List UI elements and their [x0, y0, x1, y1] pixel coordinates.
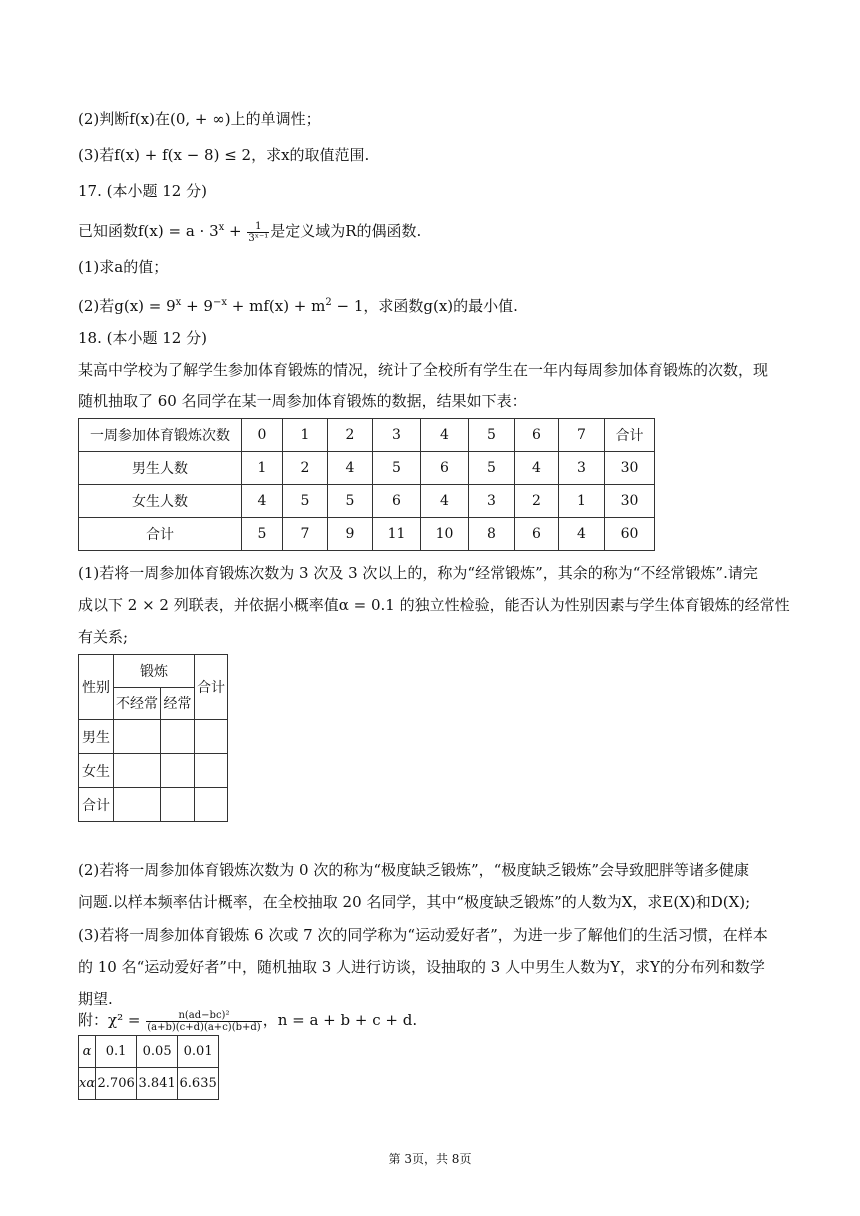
- freq-cell: 6: [515, 518, 559, 551]
- freq-cell: 5: [283, 485, 328, 518]
- freq-cell: 60: [605, 518, 655, 551]
- freq-cell: 5: [373, 452, 421, 485]
- stmt-part-b: +: [224, 222, 247, 240]
- q2-part-d: − 1，求函数g(x)的最小值.: [331, 297, 518, 315]
- critical-cell: 0.1: [96, 1036, 137, 1068]
- ct-cell: [114, 720, 161, 754]
- freq-cell: 4: [421, 485, 469, 518]
- freq-cell: 10: [421, 518, 469, 551]
- freq-cell: 4: [328, 452, 373, 485]
- freq-table-row: [79, 518, 655, 551]
- problem-17-statement: [78, 218, 421, 244]
- formula-num: n(ad−bc)²: [146, 1010, 261, 1022]
- critical-cell: 3.841: [137, 1068, 178, 1100]
- q2-sup-3: 2: [325, 297, 332, 308]
- freq-cell: 4: [559, 518, 605, 551]
- freq-table-row: [79, 452, 655, 485]
- ct-header-regular: 经常: [161, 687, 195, 720]
- line-3-range: (3)若f(x) + f(x − 8) ≤ 2，求x的取值范围.: [78, 146, 370, 164]
- critical-value-table: [78, 1035, 219, 1100]
- freq-cell: 2: [515, 485, 559, 518]
- freq-cell: 6: [515, 419, 559, 452]
- freq-table-row: [79, 419, 655, 452]
- problem-18-q3-line-2: 的 10 名“运动爱好者”中，随机抽取 3 人进行访谈，设抽取的 3 人中男生人数为Y，求Y的分布列和数学: [78, 958, 765, 976]
- problem-18-q1-line-2: 成以下 2 × 2 列联表，并依据小概率值α = 0.1 的独立性检验，能否认为性别因素与学生体育锻炼的经常性: [78, 596, 790, 614]
- ct-row-male: 男生: [79, 720, 114, 754]
- contingency-table: [78, 654, 228, 822]
- freq-cell: 5: [469, 452, 515, 485]
- freq-cell: 5: [469, 419, 515, 452]
- freq-cell: 9: [328, 518, 373, 551]
- ct-header-gender: 性别: [79, 655, 114, 720]
- ct-cell: [161, 720, 195, 754]
- freq-row-label: 女生人数: [79, 485, 242, 518]
- freq-cell: 7: [283, 518, 328, 551]
- stmt-frac-num: 1: [247, 221, 269, 233]
- ct-cell: [195, 754, 228, 788]
- freq-cell: 5: [242, 518, 283, 551]
- problem-18-intro-2: 随机抽取了 60 名同学在某一周参加体育锻炼的数据，结果如下表：: [78, 392, 527, 410]
- freq-cell: 7: [559, 419, 605, 452]
- appendix-formula: [78, 1005, 417, 1035]
- critical-row-label: xα: [79, 1068, 96, 1100]
- ct-header-total: 合计: [195, 655, 228, 720]
- line-2-monotonicity: (2)判断f(x)在(0, + ∞)上的单调性；: [78, 110, 321, 128]
- q2-sup-1: x: [175, 297, 182, 308]
- freq-cell: 30: [605, 452, 655, 485]
- freq-cell: 2: [283, 452, 328, 485]
- formula-part-a: 附：χ² =: [78, 1011, 146, 1029]
- problem-17-header: 17. (本小题 12 分): [78, 182, 207, 200]
- freq-row-label: 男生人数: [79, 452, 242, 485]
- freq-cell: 2: [328, 419, 373, 452]
- critical-cell: 0.01: [178, 1036, 219, 1068]
- critical-table-row: [79, 1068, 219, 1100]
- ct-cell: [161, 788, 195, 822]
- critical-cell: 0.05: [137, 1036, 178, 1068]
- freq-cell: 合计: [605, 419, 655, 452]
- ct-row-total: 合计: [79, 788, 114, 822]
- ct-header-not-regular: 不经常: [114, 687, 161, 720]
- problem-18-q1-line-3: 有关系;: [78, 628, 129, 646]
- q2-sup-2: −x: [212, 297, 227, 308]
- freq-cell: 0: [242, 419, 283, 452]
- critical-cell: 6.635: [178, 1068, 219, 1100]
- problem-18-q1-line-1: (1)若将一周参加体育锻炼次数为 3 次及 3 次以上的，称为“经常锻炼”，其余的称为“不经常锻炼”.请完: [78, 564, 758, 582]
- stmt-fraction: [247, 221, 269, 244]
- freq-cell: 3: [559, 452, 605, 485]
- problem-18-header: 18. (本小题 12 分): [78, 329, 207, 347]
- stmt-frac-den: 3ˣ⁻¹: [248, 232, 269, 244]
- problem-17-q2: [78, 293, 518, 316]
- exercise-frequency-table: [78, 418, 655, 551]
- ct-cell: [114, 754, 161, 788]
- freq-cell: 1: [559, 485, 605, 518]
- freq-row-label: 合计: [79, 518, 242, 551]
- ct-cell: [195, 788, 228, 822]
- stmt-part-a: 已知函数f(x) = a · 3: [78, 222, 219, 240]
- ct-cell: [161, 754, 195, 788]
- problem-18-q2-line-2: 问题.以样本频率估计概率，在全校抽取 20 名同学，其中“极度缺乏锻炼”的人数为X，求E(X)和D(X);: [78, 893, 751, 911]
- critical-table-row: [79, 1036, 219, 1068]
- problem-18-q3-line-1: (3)若将一周参加体育锻炼 6 次或 7 次的同学称为“运动爱好者”，为进一步了解他们的生活习惯，在样本: [78, 926, 768, 944]
- ct-cell: [114, 788, 161, 822]
- q2-part-b: + 9: [181, 297, 213, 315]
- freq-cell: 6: [421, 452, 469, 485]
- problem-17-q1: (1)求a的值；: [78, 258, 169, 276]
- freq-cell: 6: [373, 485, 421, 518]
- critical-row-label: α: [79, 1036, 96, 1068]
- page-footer: 第 3页，共 8页: [388, 1152, 472, 1166]
- freq-cell: 3: [373, 419, 421, 452]
- formula-part-b: ，n = a + b + c + d.: [262, 1011, 418, 1029]
- freq-cell: 1: [283, 419, 328, 452]
- problem-18-q3-line-3: 期望.: [78, 990, 113, 1008]
- freq-cell: 4: [421, 419, 469, 452]
- critical-cell: 2.706: [96, 1068, 137, 1100]
- freq-cell: 1: [242, 452, 283, 485]
- ct-header-exercise: 锻炼: [114, 655, 195, 688]
- freq-row-label: 一周参加体育锻炼次数: [79, 419, 242, 452]
- formula-fraction: [146, 1010, 261, 1033]
- q2-part-c: + mf(x) + m: [227, 297, 326, 315]
- freq-cell: 30: [605, 485, 655, 518]
- problem-18-intro-1: 某高中学校为了解学生参加体育锻炼的情况，统计了全校所有学生在一年内每周参加体育锻炼的次数，现: [78, 361, 769, 379]
- stmt-sup: x: [218, 222, 225, 233]
- freq-cell: 8: [469, 518, 515, 551]
- problem-18-q2-line-1: (2)若将一周参加体育锻炼次数为 0 次的称为“极度缺乏锻炼”，“极度缺乏锻炼”会导致肥胖等诸多健康: [78, 861, 750, 879]
- freq-cell: 11: [373, 518, 421, 551]
- freq-cell: 4: [515, 452, 559, 485]
- freq-table-row: [79, 485, 655, 518]
- freq-cell: 3: [469, 485, 515, 518]
- freq-cell: 4: [242, 485, 283, 518]
- ct-cell: [195, 720, 228, 754]
- freq-cell: 5: [328, 485, 373, 518]
- formula-den: (a+b)(c+d)(a+c)(b+d): [147, 1021, 261, 1033]
- q2-part-a: (2)若g(x) = 9: [78, 297, 176, 315]
- stmt-part-c: 是定义域为R的偶函数.: [270, 222, 422, 240]
- ct-row-female: 女生: [79, 754, 114, 788]
